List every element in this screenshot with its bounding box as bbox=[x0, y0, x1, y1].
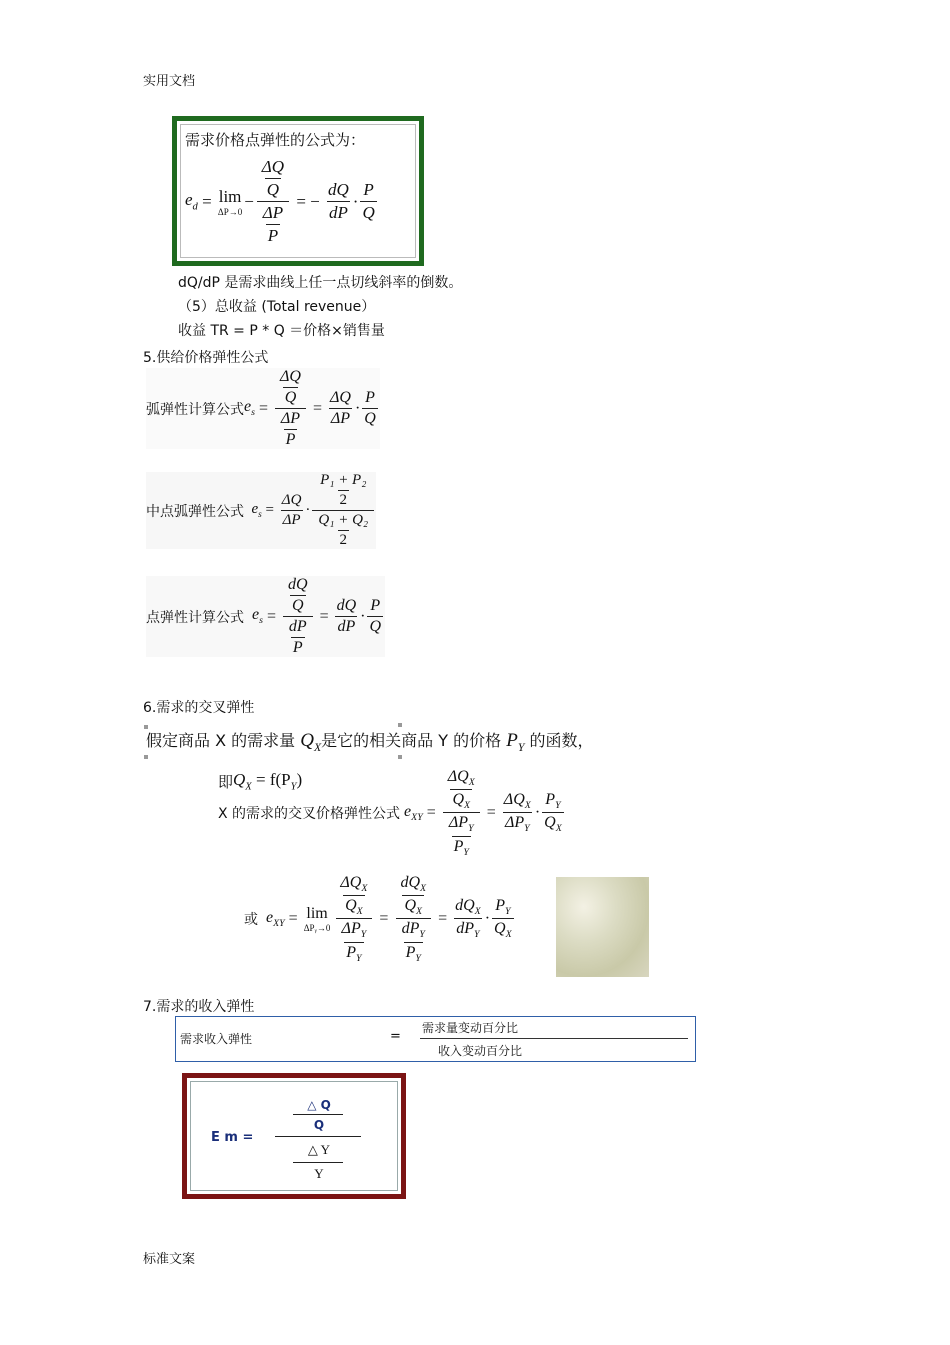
point-label: 点弹性计算公式 bbox=[146, 609, 244, 626]
midpoint-elasticity-formula: 中点弧弹性公式 $e_s$ = $\frac{\Delta Q}{\Delta P}$ · $\frac{\frac{\text{P₁ + P₂}}{2}}{\frac{\text{Q₁ + Q₂}}{2}}$ bbox=[146, 472, 376, 549]
em-bot-num: △ Y bbox=[307, 1142, 331, 1157]
cross-intro-line: 假定商品 X 的需求量 $Q_X$是它的相关商品 Y 的价格 $P_Y$ 的函数， bbox=[146, 730, 594, 754]
point-elasticity-formula: $e_d$ = lim ΔP→0 − $\frac{\frac{\Delta Q}{Q}}{\frac{\Delta P}{P}}$ = − $\frac{dQ}{dP}$ · $\frac{P}{Q}$ bbox=[185, 157, 375, 245]
em-bot-bar bbox=[293, 1162, 343, 1163]
em-top-num: △ Q bbox=[307, 1098, 331, 1112]
em-top-bar bbox=[293, 1114, 343, 1115]
income-table-numerator: 需求量变动百分比 bbox=[422, 1021, 519, 1035]
selection-handle bbox=[398, 755, 402, 759]
income-table-denominator: 收入变动百分比 bbox=[438, 1044, 523, 1058]
cross-formula-label: X 的需求的交叉价格弹性公式 bbox=[218, 805, 401, 822]
em-top-den: Q bbox=[313, 1118, 325, 1132]
page-footer: 标准文案 bbox=[143, 1251, 196, 1266]
point-elasticity-box bbox=[172, 116, 424, 266]
em-bot-den: Y bbox=[314, 1166, 324, 1181]
point-elasticity-title: 需求价格点弹性的公式为： bbox=[185, 131, 366, 149]
slope-note: dQ/dP 是需求曲线上任一点切线斜率的倒数。 bbox=[178, 275, 463, 291]
selection-handle bbox=[144, 725, 148, 729]
cross-heading: 6.需求的交叉弹性 bbox=[143, 700, 255, 716]
revenue-formula: 收益 TR = P * Q ＝价格×销售量 bbox=[178, 323, 385, 339]
income-elasticity-box bbox=[182, 1073, 406, 1199]
em-main-bar bbox=[275, 1136, 361, 1137]
income-table-equals: = bbox=[390, 1029, 401, 1044]
decorative-background-image bbox=[556, 877, 649, 977]
em-lhs: E m = bbox=[211, 1130, 254, 1145]
cross-elasticity-formula: X 的需求的交叉价格弹性公式 $e_{XY}$ = $\frac{\frac{\Delta Q_X}{Q_X}}{\frac{\Delta P_Y}{P_Y}}$ = $\frac{\Delta Q_X}{\Delta P_Y}$ · $\frac{P_Y}{Q_X}$ bbox=[218, 768, 562, 858]
income-table-label: 需求收入弹性 bbox=[180, 1032, 253, 1046]
selection-handle bbox=[144, 755, 148, 759]
point-supply-elasticity-formula: 点弹性计算公式 $e_s$ = $\frac{\frac{dQ}{Q}}{\frac{dP}{P}}$ = $\frac{dQ}{dP}$ · $\frac{P}{Q}$ bbox=[146, 576, 385, 657]
arc-elasticity-formula: 弧弹性计算公式 $e_s$ = $\frac{\frac{\Delta Q}{Q}}{\frac{\Delta P}{P}}$ = $\frac{\Delta Q}{\Delta P}$ · $\frac{P}{Q}$ bbox=[146, 368, 380, 449]
page-header: 实用文档 bbox=[143, 73, 196, 88]
selection-handle bbox=[398, 723, 402, 727]
arc-label: 弧弹性计算公式 bbox=[146, 401, 244, 418]
midpoint-label: 中点弧弹性公式 bbox=[146, 503, 244, 520]
cross-function-line: 即 $Q_X = f(P_Y)$ bbox=[218, 770, 303, 793]
cross-limit-formula: 或 $e_{XY}$ = lim ΔPᵧ→0 $\frac{\frac{\Delta Q_X}{Q_X}}{\frac{\Delta P_Y}{P_Y}}$ = $\frac{\frac{dQ_X}{Q_X}}{\frac{dP_Y}{P_Y}}$ = $\frac{dQ_X}{dP_Y}$ · $\frac{P_Y}{Q_X}$ bbox=[244, 874, 512, 964]
lim-text: lim bbox=[218, 186, 242, 206]
income-table-divider bbox=[420, 1038, 688, 1039]
lim-sub: ΔP→0 bbox=[217, 206, 243, 217]
income-heading: 7.需求的收入弹性 bbox=[143, 999, 255, 1015]
supply-heading: 5.供给价格弹性公式 bbox=[143, 350, 269, 366]
or-label: 或 bbox=[244, 911, 258, 928]
total-revenue-heading: （5）总收益 (Total revenue） bbox=[178, 299, 376, 315]
income-elasticity-table bbox=[175, 1016, 696, 1062]
